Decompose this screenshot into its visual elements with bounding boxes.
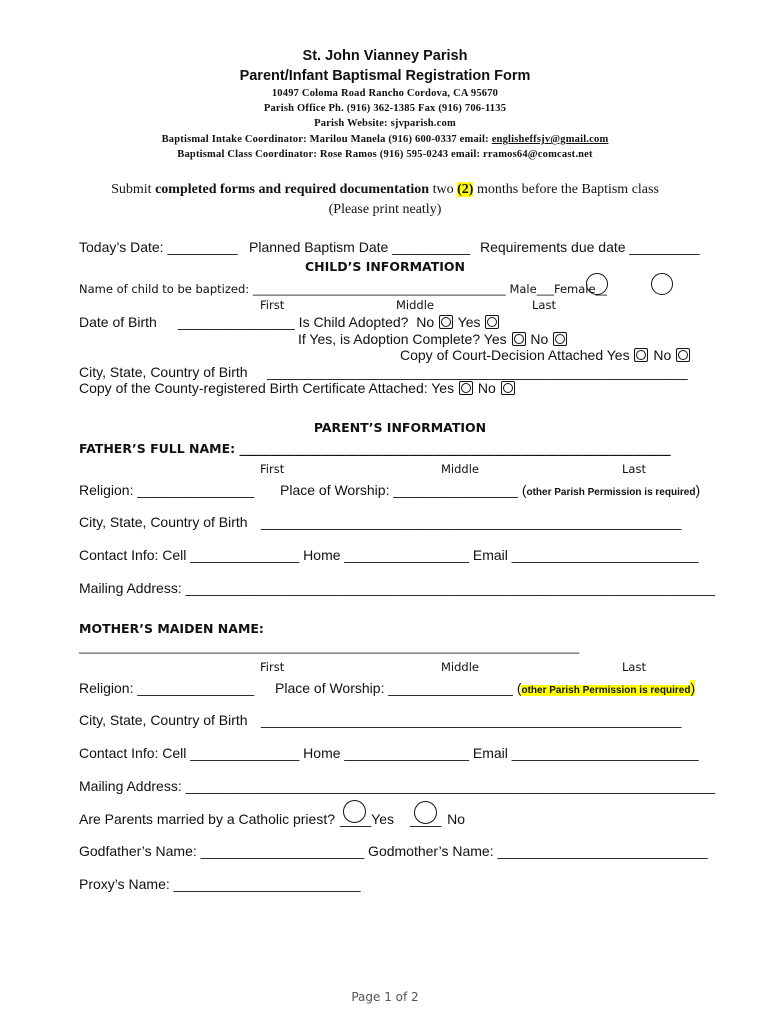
intake-coordinator	[0, 134, 770, 145]
married-no-blank: ____	[410, 811, 442, 827]
court-decision-no-checkbox[interactable]	[676, 348, 690, 362]
todays-date-field[interactable]: Today’s Date: _________	[79, 239, 238, 255]
mother-permission-note: other Parish Permission is required	[521, 685, 691, 696]
mother-middle-caption: Middle	[441, 660, 479, 674]
court-decision-no-label: No	[653, 347, 672, 363]
father-first-caption: First	[260, 462, 285, 476]
proxy-name-field[interactable]: Proxy’s Name: ________________________	[79, 876, 361, 892]
page-number: Page 1 of 2	[351, 990, 419, 1004]
certificate-no-checkbox[interactable]	[501, 381, 515, 395]
child-first-caption: First	[260, 298, 285, 312]
print-neatly-note: (Please print neatly)	[328, 202, 442, 217]
parent-info-heading: PARENT’S INFORMATION	[313, 420, 487, 435]
instr-two-highlight: (2)	[457, 182, 474, 197]
female-blank: __	[595, 282, 608, 296]
child-birthplace-field[interactable]: City, State, Country of Birth ______________________________________________________	[79, 364, 688, 380]
mother-birthplace-field[interactable]: ______________________________________________________	[261, 712, 682, 728]
parish-phone: Parish Office Ph. (916) 362-1385 Fax (916) 706-1135	[263, 103, 507, 114]
father-permission-note: other Parish Permission is required	[526, 487, 696, 498]
mother-name-field[interactable]: _______________________________________________________________________________________	[79, 640, 580, 654]
married-yes-blank: ____	[340, 811, 372, 827]
mother-worship-label: Place of Worship: ________________ (	[275, 680, 522, 696]
married-by-priest-label: Are Parents married by a Catholic priest?	[79, 811, 335, 827]
married-no-label: No	[447, 811, 466, 827]
instr-pre: Submit	[111, 182, 156, 197]
female-label: Female	[553, 282, 596, 296]
date-of-birth-label: Date of Birth	[79, 314, 157, 330]
adoption-complete-no-checkbox[interactable]	[553, 332, 567, 346]
instr-mid: two	[429, 182, 458, 197]
form-title: Parent/Infant Baptismal Registration Form	[239, 68, 531, 84]
child-middle-caption: Middle	[396, 298, 434, 312]
court-decision-label: Copy of Court-Decision Attached Yes	[400, 347, 630, 363]
father-worship-label: Place of Worship: ________________ (	[280, 482, 527, 498]
father-middle-caption: Middle	[441, 462, 479, 476]
instr-post: months before the Baptism class	[473, 182, 659, 197]
intake-email-link[interactable]: englisheffsjv@gmail.com	[491, 134, 609, 145]
planned-baptism-date-field[interactable]: Planned Baptism Date __________	[249, 239, 471, 255]
mother-birthplace-label: City, State, Country of Birth	[79, 712, 248, 728]
father-mailing-field[interactable]: Mailing Address: ____________________________________________________________________	[79, 580, 716, 596]
adoption-complete-yes-checkbox[interactable]	[512, 332, 526, 346]
dob-blank: _______________ Is Child Adopted? No	[178, 314, 435, 330]
father-birthplace-field[interactable]: ______________________________________________________	[261, 514, 682, 530]
birth-certificate-label: Copy of the County-registered Birth Certificate Attached: Yes	[79, 380, 455, 396]
mother-last-caption: Last	[622, 660, 646, 674]
certificate-no-label: No	[477, 380, 496, 396]
married-no-radio[interactable]	[414, 801, 437, 824]
instr-bold: completed forms and required documentation	[155, 182, 430, 197]
child-last-caption: Last	[532, 298, 556, 312]
parish-address: 10497 Coloma Road Rancho Cordova, CA 95670	[271, 88, 499, 99]
class-coordinator: Baptismal Class Coordinator: Rose Ramos (916) 595-0243 email: rramos64@comcast.net	[177, 149, 593, 160]
father-last-caption: Last	[622, 462, 646, 476]
male-radio[interactable]	[586, 273, 608, 295]
submission-instructions	[0, 182, 770, 198]
birth-certificate-row	[79, 380, 516, 396]
mother-first-caption: First	[260, 660, 285, 674]
certificate-yes-checkbox[interactable]	[459, 381, 473, 395]
child-name-label: Name of child to be baptized: ____________________________________________ Male	[79, 282, 537, 296]
mother-worship-field[interactable]: Place of Worship: ________________ (other Parish Permission is required)	[275, 680, 696, 696]
parish-name: St. John Vianney Parish	[302, 48, 468, 64]
court-decision-yes-checkbox[interactable]	[634, 348, 648, 362]
mother-mailing-field[interactable]: Mailing Address: ____________________________________________________________________	[79, 778, 716, 794]
adopted-yes-label: Yes	[457, 314, 481, 330]
requirements-due-date-field[interactable]: Requirements due date _________	[480, 239, 700, 255]
date-of-birth-field[interactable]	[178, 314, 500, 330]
female-radio[interactable]	[651, 273, 673, 295]
child-name-field[interactable]	[79, 282, 607, 296]
married-yes-radio[interactable]	[343, 800, 366, 823]
adopted-no-checkbox[interactable]	[439, 315, 453, 329]
male-blank: ___	[536, 282, 554, 296]
adoption-complete-no-label: No	[530, 331, 549, 347]
court-decision-row	[400, 347, 691, 363]
adoption-complete-row	[298, 331, 568, 347]
adoption-complete-label: If Yes, is Adoption Complete? Yes	[298, 331, 507, 347]
mother-contact-field[interactable]: Contact Info: Cell ______________ Home ________________ Email ________________________	[79, 745, 699, 761]
father-worship-field[interactable]: Place of Worship: ________________ (other Parish Permission is required)	[280, 482, 701, 498]
child-info-heading: CHILD’S INFORMATION	[304, 259, 466, 274]
godparents-field[interactable]: Godfather’s Name: _____________________ Godmother’s Name: ___________________________	[79, 843, 708, 859]
father-name-field[interactable]: FATHER’S FULL NAME: _____________________________________________________________________	[79, 441, 671, 456]
father-contact-field[interactable]: Contact Info: Cell ______________ Home ________________ Email ________________________	[79, 547, 699, 563]
father-religion-field[interactable]: Religion: _______________	[79, 482, 255, 498]
parish-website: Parish Website: sjvparish.com	[314, 118, 456, 129]
mother-name-label: MOTHER’S MAIDEN NAME:	[79, 621, 264, 636]
married-yes-label: Yes	[371, 811, 394, 827]
mother-religion-field[interactable]: Religion: _______________	[79, 680, 255, 696]
adopted-yes-checkbox[interactable]	[485, 315, 499, 329]
father-birthplace-label: City, State, Country of Birth	[79, 514, 248, 530]
intake-coordinator-text: Baptismal Intake Coordinator: Marilou Manela (916) 600-0337 email:	[161, 134, 492, 145]
